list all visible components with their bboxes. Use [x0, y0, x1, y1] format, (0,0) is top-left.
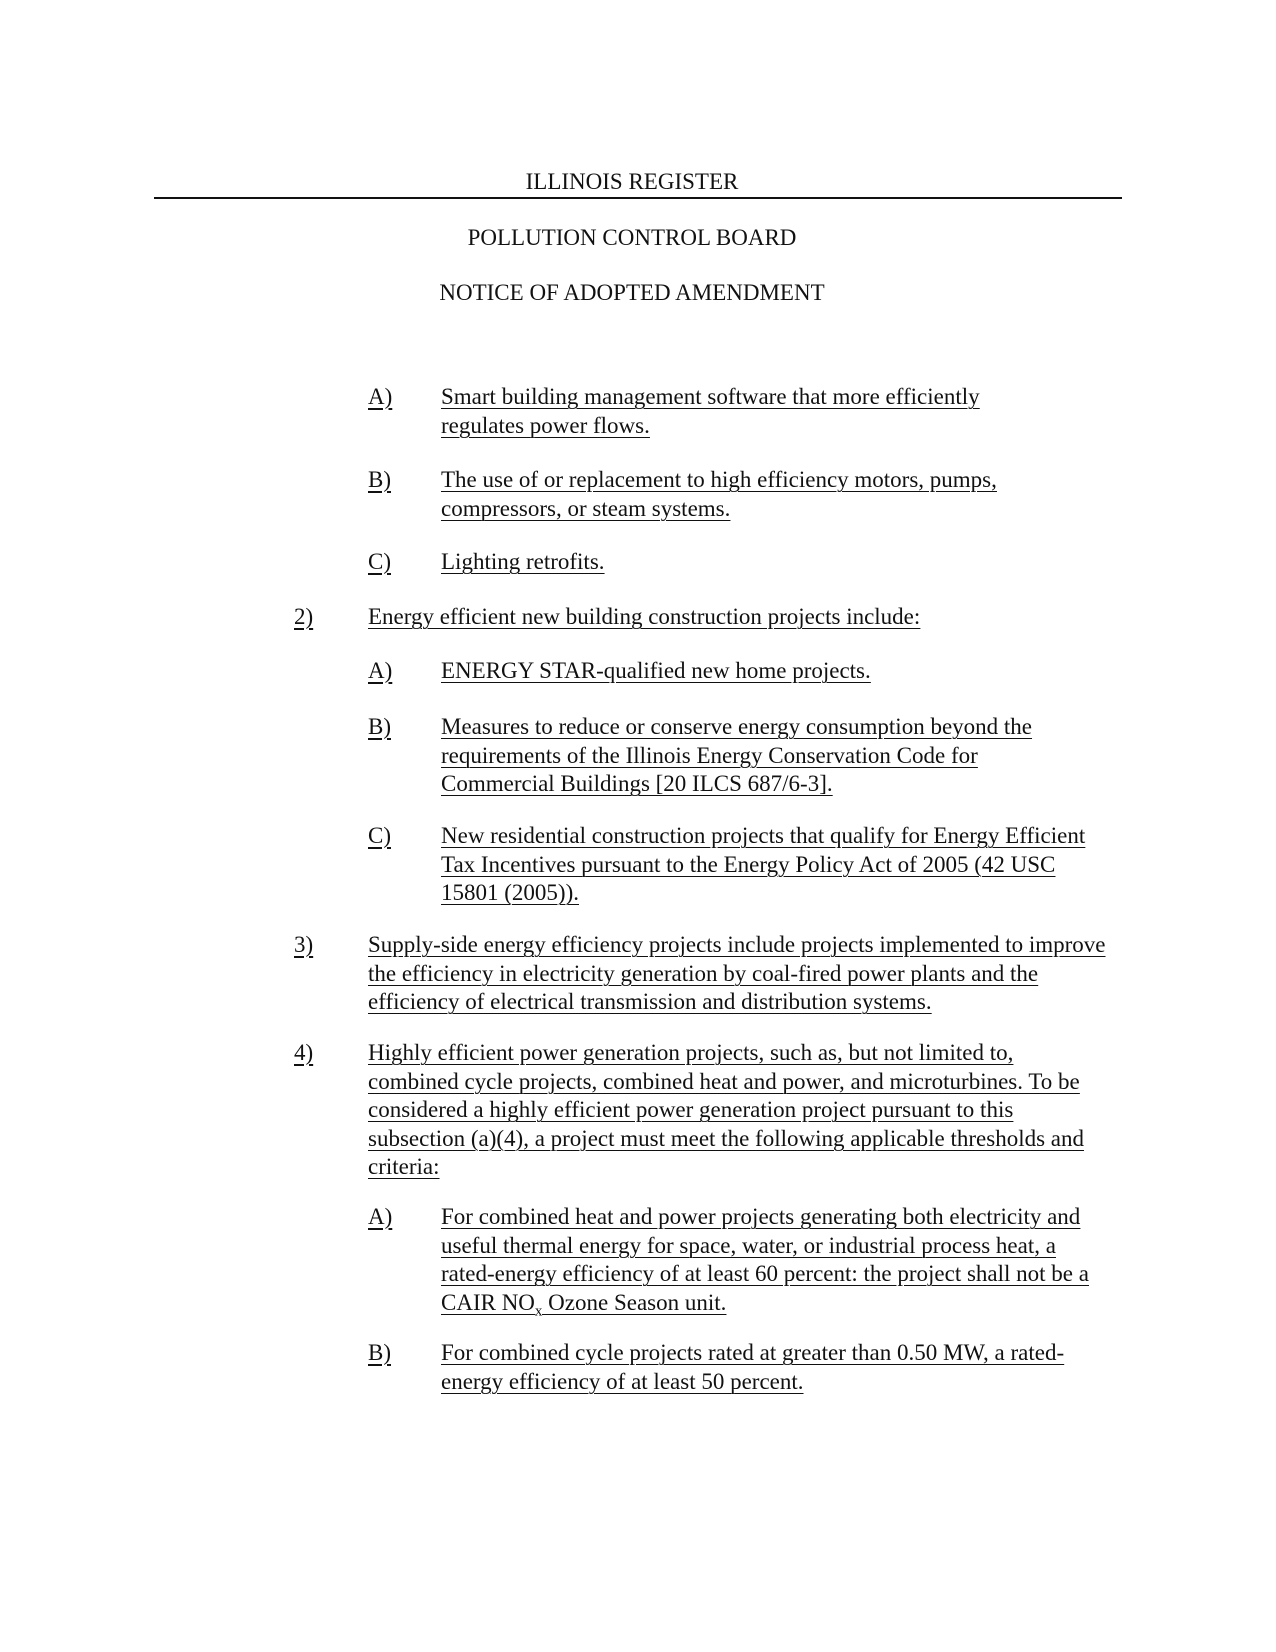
- item-marker: B): [368, 467, 391, 492]
- item-text: For combined cycle projects rated at greater than 0.50 MW, a rated-energy efficiency of at least 50 percent.: [441, 1340, 1065, 1394]
- list-item: [368, 466, 1044, 523]
- list-item: [368, 548, 1028, 577]
- item-text-tail: Ozone Season unit.: [542, 1289, 727, 1315]
- board-name: POLLUTION CONTROL BOARD: [467, 225, 797, 250]
- item-marker: 3): [294, 932, 314, 957]
- item-text: Lighting retrofits.: [441, 549, 605, 574]
- item-marker: B): [368, 1340, 391, 1365]
- list-item: [368, 822, 1110, 908]
- item-text: Measures to reduce or conserve energy consumption beyond the requirements of the Illinois Energy Conservation Code for Commercial Buildings [20 ILCS 687/6-3].: [441, 714, 1033, 797]
- item-text: New residential construction projects that qualify for Energy Efficient Tax Incentives pursuant to the Energy Policy Act of 2005 (42 USC 15801 (2005)).: [441, 823, 1086, 906]
- list-item: [294, 931, 1114, 1017]
- item-marker: C): [368, 823, 391, 848]
- list-item: [368, 1203, 1103, 1320]
- item-marker: A): [368, 658, 393, 683]
- list-item: [294, 603, 1094, 632]
- header-rule: [154, 197, 1122, 199]
- list-item: [368, 657, 1028, 686]
- notice-title: NOTICE OF ADOPTED AMENDMENT: [439, 280, 825, 305]
- list-item: [368, 383, 1028, 440]
- item-text: Highly efficient power generation projects, such as, but not limited to, combined cycle projects, combined heat and power, and microturbines. To be considered a highly efficient power generation project pursuant to this subsection (a)(4), a project must meet the following applicable thresholds and criteria:: [368, 1040, 1084, 1180]
- item-text-main: For combined heat and power projects generating both electricity and useful thermal energy for space, water, or industrial process heat, a rated-energy efficiency of at least 60 percent: the project shall not be a CAIR NO: [441, 1204, 1089, 1315]
- item-marker: C): [368, 549, 391, 574]
- item-marker: B): [368, 714, 391, 739]
- item-text: ENERGY STAR-qualified new home projects.: [441, 658, 871, 683]
- item-text: Supply-side energy efficiency projects include projects implemented to improve the efficiency in electricity generation by coal-fired power plants and the efficiency of electrical transmission and distribution systems.: [368, 932, 1106, 1015]
- item-marker: A): [368, 1204, 393, 1229]
- item-marker: A): [368, 384, 393, 409]
- list-item: [294, 1039, 1094, 1182]
- item-text: [441, 1203, 1103, 1320]
- list-item: [368, 1339, 1068, 1396]
- item-marker: 2): [294, 604, 314, 629]
- item-text: Energy efficient new building construction projects include:: [368, 604, 921, 629]
- item-text: The use of or replacement to high efficiency motors, pumps, compressors, or steam systems.: [441, 467, 997, 521]
- register-title: ILLINOIS REGISTER: [525, 169, 739, 194]
- list-item: [368, 713, 1083, 799]
- item-text: Smart building management software that more efficiently regulates power flows.: [441, 384, 980, 438]
- subscript-x: x: [534, 1303, 543, 1320]
- item-marker: 4): [294, 1040, 314, 1065]
